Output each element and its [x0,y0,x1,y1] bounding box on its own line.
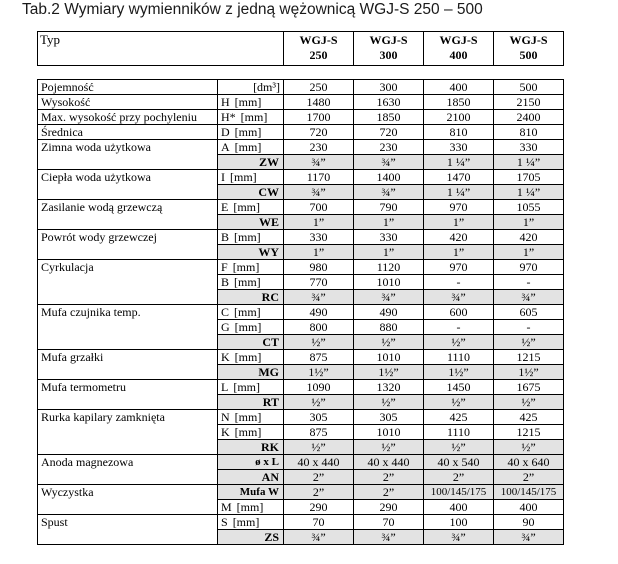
value-cell: ½” [494,440,564,455]
row-label: Mufa grzałki [38,350,218,365]
table-row [38,290,564,305]
symbol-cell [218,245,284,260]
symbol-cell [218,530,284,545]
symbol-cell [218,380,284,395]
symbol-text: B [221,230,230,244]
value-cell: 1½” [494,365,564,380]
table-row [38,320,564,335]
row-label [38,440,218,455]
symbol-cell [218,170,284,185]
table-row [38,470,564,485]
value-cell: ½” [354,440,424,455]
table-row [38,380,564,395]
value-cell: 90 [494,515,564,530]
value-cell: 1010 [354,350,424,365]
symbol-text: M [221,500,232,514]
symbol-text: CT [262,335,279,349]
value-cell: 2” [284,485,354,500]
symbol-text: L [221,380,229,394]
unit-text: [mm] [234,140,262,154]
value-cell: 880 [354,320,424,335]
value-cell: ½” [494,395,564,410]
value-cell: 605 [494,305,564,320]
value-cell: 810 [494,125,564,140]
value-cell: 100/145/175 [494,485,564,500]
value-cell: 1 ¼” [424,185,494,200]
value-cell: 2” [494,470,564,485]
value-cell: 1” [354,215,424,230]
table-row [38,260,564,275]
value-cell: 330 [494,140,564,155]
value-cell: 980 [284,260,354,275]
value-cell: ¾” [494,530,564,545]
value-cell: 420 [424,230,494,245]
symbol-text: WY [258,245,279,259]
value-cell: 500 [494,80,564,95]
table-row [38,125,564,140]
value-cell: 1850 [424,95,494,110]
value-cell: 40 x 540 [424,455,494,470]
symbol-text: H* [221,110,236,124]
unit-text: [mm] [234,275,261,289]
row-label: Powrót wody grzewczej [38,230,218,245]
row-label [38,245,218,260]
value-cell: 40 x 440 [284,455,354,470]
value-cell: 40 x 640 [494,455,564,470]
value-cell: ½” [424,395,494,410]
spacer-row [38,66,564,80]
value-cell: ¾” [494,290,564,305]
table-row [38,215,564,230]
symbol-text: K [221,350,230,364]
row-label [38,470,218,485]
value-cell: 1½” [284,365,354,380]
value-cell: 1½” [354,365,424,380]
value-cell: 1215 [494,350,564,365]
symbol-text: N [221,410,230,424]
value-cell: 290 [354,500,424,515]
value-cell: ½” [354,335,424,350]
row-label: Mufa czujnika temp. [38,305,218,320]
row-label [38,530,218,545]
value-cell: 1170 [284,170,354,185]
value-cell: 1320 [354,380,424,395]
value-cell: 1 ¼” [424,155,494,170]
symbol-cell [218,455,284,470]
dimensions-table [37,31,564,545]
row-label: Wysokość [38,95,218,110]
value-cell: ¾” [424,290,494,305]
table-row [38,245,564,260]
value-cell: 100 [424,515,494,530]
value-cell: ¾” [354,530,424,545]
symbol-cell [218,260,284,275]
model-header-400: WGJ-S 400 [424,32,494,66]
value-cell: 875 [284,425,354,440]
row-label: Ciepła woda użytkowa [38,170,218,185]
value-cell: - [494,320,564,335]
symbol-cell [218,515,284,530]
symbol-cell [218,290,284,305]
value-cell: ¾” [284,185,354,200]
row-label [38,320,218,335]
symbol-cell [218,215,284,230]
unit-text: [mm] [232,515,260,529]
value-cell: - [424,320,494,335]
symbol-text: G [221,320,230,334]
symbol-cell [218,350,284,365]
value-cell: ¾” [284,155,354,170]
value-cell: 1” [284,215,354,230]
row-label [38,395,218,410]
symbol-text: RK [261,440,279,454]
value-cell: 720 [354,125,424,140]
value-cell: 1½” [424,365,494,380]
symbol-text: MG [258,365,279,379]
symbol-cell [218,140,284,155]
unit-text: [mm] [234,320,262,334]
value-cell: 1675 [494,380,564,395]
row-label: Zimna woda użytkowa [38,140,218,155]
value-cell: 1705 [494,170,564,185]
value-cell: 400 [424,80,494,95]
value-cell: ¾” [354,290,424,305]
value-cell: 1120 [354,260,424,275]
table-row [38,80,564,95]
value-cell: 425 [494,410,564,425]
value-cell: 2” [424,470,494,485]
symbol-cell [218,275,284,290]
unit-text: [mm] [234,425,262,439]
table-row [38,365,564,380]
row-label [38,215,218,230]
value-cell: 1010 [354,425,424,440]
value-cell: 300 [354,80,424,95]
value-cell: 1010 [354,275,424,290]
row-label: Zasilanie wodą grzewczą [38,200,218,215]
value-cell: 1215 [494,425,564,440]
value-cell: ¾” [424,530,494,545]
symbol-cell [218,95,284,110]
unit-text: [mm] [232,260,260,274]
symbol-text: ø x L [255,456,279,468]
table-row [38,410,564,425]
symbol-text: Mufa W [239,486,279,498]
value-cell: 250 [284,80,354,95]
table-row [38,305,564,320]
row-label: Rurka kapilary zamknięta [38,410,218,425]
value-cell: 1400 [354,170,424,185]
unit-text: [mm] [234,410,262,424]
row-label: Anoda magnezowa [38,455,218,470]
symbol-cell [218,305,284,320]
row-label [38,365,218,380]
value-cell: 770 [284,275,354,290]
model-header-500: WGJ-S 500 [494,32,564,66]
symbol-text: C [221,305,230,319]
value-cell: 490 [354,305,424,320]
table-row [38,140,564,155]
symbol-cell [218,185,284,200]
symbol-cell [218,335,284,350]
unit-text: [mm] [234,95,262,109]
table-row [38,335,564,350]
unit-text: [mm] [234,350,262,364]
table-row [38,530,564,545]
table-row [38,455,564,470]
symbol-text: CW [258,185,279,199]
value-cell: 1 ¼” [494,155,564,170]
value-cell: 1450 [424,380,494,395]
symbol-cell [218,470,284,485]
row-label [38,500,218,515]
row-label [38,425,218,440]
value-cell: 100/145/175 [424,485,494,500]
row-label: Cyrkulacja [38,260,218,275]
value-cell: 970 [424,200,494,215]
value-cell: ½” [284,440,354,455]
value-cell: 700 [284,200,354,215]
value-cell: - [494,275,564,290]
table-row [38,170,564,185]
value-cell: 1630 [354,95,424,110]
value-cell: 290 [284,500,354,515]
symbol-cell [218,395,284,410]
symbol-text: RC [261,290,279,304]
model-header-250: WGJ-S 250 [284,32,354,66]
value-cell: 420 [494,230,564,245]
row-label [38,335,218,350]
value-cell: 1 ¼” [494,185,564,200]
unit-text: [mm] [233,380,261,394]
symbol-cell [218,200,284,215]
value-cell: 2150 [494,95,564,110]
symbol-text: E [221,200,229,214]
value-cell: ½” [424,335,494,350]
row-label [38,290,218,305]
symbol-text: S [221,515,228,529]
table-row [38,200,564,215]
value-cell: 1” [424,245,494,260]
symbol-text: WE [258,215,279,229]
table-caption: Tab.2 Wymiary wymienników z jedną wężownicą WGJ-S 250 – 500 [22,1,483,18]
row-label [38,275,218,290]
symbol-cell [218,110,284,125]
header-row [38,32,564,66]
row-label: Max. wysokość przy pochyleniu [38,110,218,125]
value-cell: 1470 [424,170,494,185]
symbol-cell [218,440,284,455]
value-cell: 230 [284,140,354,155]
value-cell: 600 [424,305,494,320]
value-cell: 490 [284,305,354,320]
table-row [38,95,564,110]
value-cell: 1” [284,245,354,260]
value-cell: 1850 [354,110,424,125]
value-cell: 1” [354,245,424,260]
symbol-cell [218,425,284,440]
symbol-cell [218,365,284,380]
value-cell: 425 [424,410,494,425]
table-row [38,395,564,410]
table-row [38,275,564,290]
value-cell: - [424,275,494,290]
value-cell: 400 [424,500,494,515]
symbol-cell [218,500,284,515]
unit-text: [mm] [233,200,261,214]
row-label: Mufa termometru [38,380,218,395]
value-cell: 1” [494,245,564,260]
value-cell: 875 [284,350,354,365]
symbol-cell [218,125,284,140]
symbol-cell [218,230,284,245]
symbol-text: F [221,260,228,274]
value-cell: 1” [494,215,564,230]
value-cell: 2” [284,470,354,485]
symbol-text: A [221,140,230,154]
value-cell: 305 [354,410,424,425]
value-cell: 400 [494,500,564,515]
value-cell: 2100 [424,110,494,125]
table-row [38,485,564,500]
value-cell: 970 [494,260,564,275]
unit-text: [mm] [234,230,261,244]
value-cell: 70 [284,515,354,530]
value-cell: 2400 [494,110,564,125]
type-header: Typ [38,32,284,66]
value-cell: 1” [424,215,494,230]
value-cell: 330 [284,230,354,245]
symbol-text: AN [261,470,279,484]
table-row [38,110,564,125]
value-cell: 1700 [284,110,354,125]
unit-text: [dm³] [253,80,280,94]
value-cell: 790 [354,200,424,215]
row-label: Średnica [38,125,218,140]
value-cell: 2” [354,470,424,485]
symbol-cell [218,410,284,425]
symbol-text: K [221,425,230,439]
value-cell: 1110 [424,350,494,365]
table-row [38,500,564,515]
value-cell: ¾” [284,530,354,545]
table-row [38,425,564,440]
symbol-cell [218,485,284,500]
symbol-cell [218,320,284,335]
table-row [38,440,564,455]
model-header-300: WGJ-S 300 [354,32,424,66]
unit-text: [mm] [240,110,268,124]
value-cell: 1090 [284,380,354,395]
value-cell: ½” [354,395,424,410]
symbol-text: D [221,125,230,139]
symbol-cell [218,155,284,170]
value-cell: 1480 [284,95,354,110]
value-cell: ½” [494,335,564,350]
table-row [38,350,564,365]
value-cell: ½” [424,440,494,455]
unit-text: [mm] [236,500,264,514]
value-cell: ¾” [284,290,354,305]
value-cell: 330 [424,140,494,155]
table-row [38,230,564,245]
value-cell: ½” [284,395,354,410]
value-cell: ½” [284,335,354,350]
row-label [38,185,218,200]
value-cell: 810 [424,125,494,140]
value-cell: 305 [284,410,354,425]
value-cell: 230 [354,140,424,155]
symbol-text: ZW [258,155,279,169]
table-row [38,185,564,200]
value-cell: 40 x 440 [354,455,424,470]
value-cell: 800 [284,320,354,335]
table-row [38,155,564,170]
value-cell: 720 [284,125,354,140]
value-cell: ¾” [354,155,424,170]
row-label: Wyczystka [38,485,218,500]
value-cell: 330 [354,230,424,245]
unit-text: [mm] [234,305,261,319]
symbol-text: B [221,275,230,289]
value-cell: ¾” [354,185,424,200]
unit-text: [mm] [230,170,257,184]
symbol-text: H [221,95,230,109]
row-label: Spust [38,515,218,530]
symbol-text: RT [262,395,279,409]
symbol-text: ZS [264,530,279,544]
unit-text: [mm] [234,125,262,139]
value-cell: 70 [354,515,424,530]
symbol-text: I [221,170,225,184]
row-label [38,155,218,170]
symbol-cell [218,80,284,95]
value-cell: 1110 [424,425,494,440]
value-cell: 1055 [494,200,564,215]
value-cell: 970 [424,260,494,275]
table-row [38,515,564,530]
row-label: Pojemność [38,80,218,95]
value-cell: 2” [354,485,424,500]
